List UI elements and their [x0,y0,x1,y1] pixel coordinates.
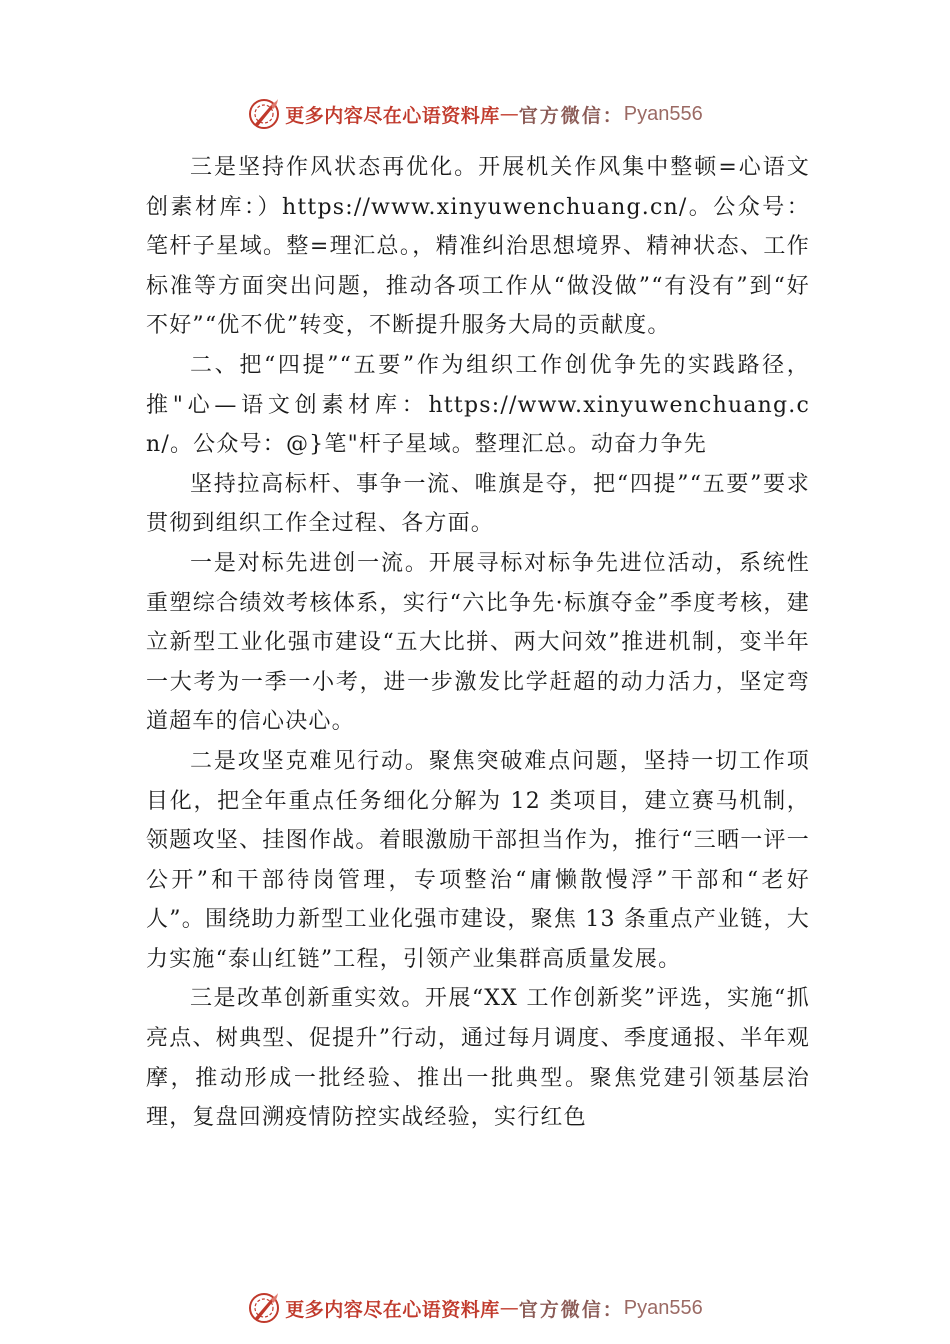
paragraph: 三是坚持作风状态再优化。开展机关作风集中整顿=心语文创素材库：）https://www.xinyuwenchuang.cn/。公众号：笔杆子星域。整=理汇总。，精准纠治思想境界、精神状态、工作标准等方面突出问题，推动各项工作从“做没做”“有没有”到“好不好”“优不优”转变，不断提升服务大局的贡献度。 [146,155,810,339]
banner-wechat-label: 官方微信： [518,104,624,127]
banner-wechat-id: Pyan556 [623,1296,703,1319]
paragraph: 一是对标先进创一流。开展寻标对标争先进位活动，系统性重塑综合绩效考核体系，实行“六比争先·标旗夺金”季度考核，建立新型工业化强市建设“五大比拼、两大问效”推进机制，变半年一大考为一季一小考，进一步激发比学赶超的动力活力，坚定弯道超车的信心决心。 [146,550,810,735]
banner-wechat-label: 官方微信： [518,1298,624,1321]
paragraph: 二是攻坚克难见行动。聚焦突破难点问题，坚持一切工作项目化，把全年重点任务细化分解为 12 类项目，建立赛马机制，领题攻坚、挂图作战。着眼激励干部担当作为，推行“三晒一评一公开”和干部待岗管理，专项整治“庸懒散慢浮”干部和“老好人”。围绕助力新型工业化强市建设，聚焦 13 条重点产业链，大力实施“泰山红链”工程，引领产业集群高质量发展。 [146,748,810,972]
document-body [146,148,810,1138]
banner-wechat-id: Pyan556 [623,102,703,125]
banner-dash: — [499,1297,519,1319]
paragraph: 坚持拉高标杆、事争一流、唯旗是夺，把“四提”“五要”要求贯彻到组织工作全过程、各方面。 [146,471,810,537]
quill-seal-icon [247,97,281,131]
banner-main-text: 更多内容尽在心语资料库 [285,1298,500,1321]
banner-dash: — [499,103,519,125]
header-banner [0,94,950,134]
paragraph: 三是改革创新重实效。开展“XX 工作创新奖”评选，实施“抓亮点、树典型、促提升”行动，通过每月调度、季度通报、半年观摩，推动形成一批经验、推出一批典型。聚焦党建引领基层治理，复盘回溯疫情防控实战经验，实行红色 [146,986,810,1131]
paragraph: 二、把“四提”“五要”作为组织工作创优争先的实践路径，推"心—语文创素材库：https://www.xinyuwenchuang.cn/。公众号：@}笔"杆子星域。整理汇总。动奋力争先 [146,352,810,458]
banner-main-text: 更多内容尽在心语资料库 [285,104,500,127]
footer-banner [0,1288,950,1328]
quill-seal-icon [247,1291,281,1325]
